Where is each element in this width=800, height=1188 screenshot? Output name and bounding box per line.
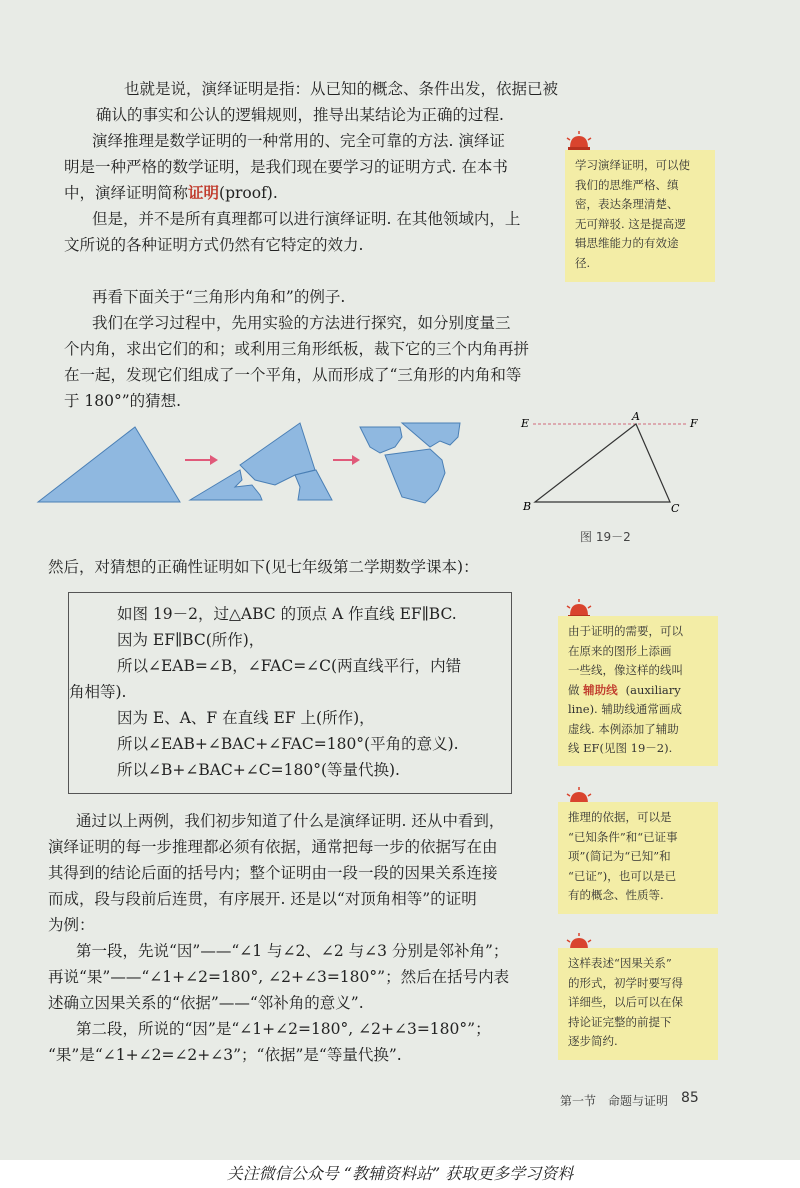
paragraph-proof-intro [48,554,538,580]
note-line: 由于证明的需要，可以 [568,624,683,638]
note-line: 项”(简记为“已知”和 [568,849,671,863]
paragraph-second-section [48,1016,538,1068]
paragraph-limits-of-proof [64,206,544,258]
proof-line: 因为 E、A、F 在直线 EF 上(所作)， [117,709,375,727]
proof-line: 角相等). [69,683,127,701]
note-fragment: 做 [568,682,584,697]
arrow-2 [333,455,360,465]
sidenote-auxiliary-line [558,616,718,766]
text-line: 于 180°”的猜想. [64,392,182,410]
bell-icon [564,130,594,152]
note-line: 我们的思维严格、缜 [575,177,679,192]
text-line: 第二段，所说的“因”是“∠1+∠2=180°, ∠2+∠3=180°”； [76,1020,491,1038]
text-line: 通过以上两例，我们初步知道了什么是演绎证明. 还从中看到， [76,812,505,830]
reassembled-angles-left [360,427,402,453]
text-line: 第一段，先说“因”——“∠1 与∠2、∠2 与∠3 分别是邻补角”； [76,942,509,960]
text-line: 述确立因果关系的“依据”——“邻补角的意义”. [48,994,364,1012]
note-line: line). 辅助线通常画成 [568,702,682,716]
text-line: 我们在学习过程中，先用实验的方法进行探究，如分别度量三 [92,314,511,332]
note-line: 密，表达条理清楚、 [575,197,679,211]
sidenote-cause-effect [558,948,718,1060]
note-line: “已知条件”和“已证事 [568,829,678,844]
text-line: 其得到的结论后面的括号内；整个证明由一段一段的因果关系连接 [48,864,498,882]
text-line: 演绎证明的每一步推理都必须有依据，通常把每一步的依据写在由 [48,838,498,856]
note-fragment: (auxiliary [625,682,681,697]
text-line: 再看下面关于“三角形内角和”的例子. [92,288,346,306]
proof-text [69,601,509,783]
text-line: 然后，对猜想的正确性证明如下(见七年级第二学期数学课本)： [48,558,479,576]
text-line: 再说“果”——“∠1+∠2=180°, ∠2+∠3=180°”；然后在括号内表 [48,968,510,986]
note-line: 虚线. 本例添加了辅助 [568,721,679,736]
watermark-text: 关注微信公众号 “教辅资料站” 获取更多学习资料 [0,1160,800,1188]
note-line: “已证”)，也可以是已 [568,868,677,883]
note-line: 详细些，以后可以在保 [568,995,683,1009]
note-line: 辑思维能力的有效途 [575,236,679,250]
triangle-cut-illustration [30,415,470,515]
text-line [64,180,544,206]
label-e: E [521,417,530,430]
term-auxiliary-line: 辅助线 [583,682,618,697]
text-line: 个内角，求出它们的和；或利用三角形纸板，裁下它的三个内角再拼 [64,340,530,358]
paragraph-summary [48,808,538,938]
label-b: B [523,500,532,513]
term-proof: 证明 [188,183,220,202]
label-f: F [690,417,698,430]
text-line: 但是，并不是所有真理都可以进行演绎证明. 在其他领域内，上 [92,210,521,228]
paragraph-deductive-proof-definition [64,76,559,128]
text-line: 文所说的各种证明方式仍然有它特定的效力. [64,236,364,254]
page-number: 85 [681,1090,699,1106]
proof-line: 如图 19－2，过△ABC 的顶点 A 作直线 EF∥BC. [117,605,457,623]
note-line: 的形式，初学时要写得 [568,975,683,990]
text-line: 明是一种严格的数学证明，是我们现在要学习的证明方式. 在本书 [64,158,508,176]
whole-triangle [38,427,180,502]
proof-line: 所以∠EAB+∠BAC+∠FAC=180°(平角的意义). [117,735,459,753]
cut-triangle-corner [295,470,332,500]
arrow-1 [185,455,218,465]
sidenote-benefits [565,150,715,282]
note-line: 无可辩驳. 这是提高逻 [575,216,686,231]
paragraph-triangle-example-intro [64,284,544,310]
text-line: “果”是“∠1+∠2=∠2+∠3”；“依据”是“等量代换”. [48,1046,402,1064]
figure-caption: 图 19－2 [580,530,631,544]
text-line: 演绎推理是数学证明的一种常用的、完全可靠的方法. 演绎证 [92,132,505,150]
proof-box [68,592,512,794]
proof-line: 因为 EF∥BC(所作)， [117,631,265,649]
proof-line: 所以∠B+∠BAC+∠C=180°(等量代换). [117,761,400,779]
figure-19-2 [515,410,715,520]
reassembled-angles-right [402,423,460,447]
label-c: C [671,502,680,515]
paragraph-experiment [64,310,544,414]
section-footer: 第一节 命题与证明 [560,1094,669,1108]
note-line: 线 EF(见图 19－2). [568,741,673,755]
text-line: 而成，段与段前后连贯，有序展开. 还是以“对顶角相等”的证明 [48,890,477,908]
proof-line: 所以∠EAB=∠B，∠FAC=∠C(两直线平行，内错 [117,657,462,675]
note-line: 在原来的图形上添画 [568,643,672,658]
note-line: 径. [575,255,591,270]
text-line: 也就是说，演绎证明是指：从已知的概念、条件出发，依据已被 [124,80,559,98]
reassembled-angles-bottom [385,449,445,503]
paragraph-first-section [48,938,538,1016]
note-line: 逐步简约. [568,1034,618,1048]
text-fragment: 中，演绎证明简称 [64,184,189,202]
text-line: 为例： [48,916,95,934]
text-line: 确认的事实和公认的逻辑规则，推导出某结论为正确的过程. [96,106,504,124]
text-fragment: (proof). [219,184,278,202]
label-a: A [632,410,640,423]
note-line [568,681,710,701]
paragraph-deductive-reasoning [64,128,544,206]
note-line: 一些线，像这样的线叫 [568,663,683,677]
note-line: 这样表述“因果关系” [568,956,672,970]
note-line: 持论证完整的前提下 [568,1014,672,1029]
sidenote-reasoning-basis [558,802,718,914]
text-line: 在一起，发现它们组成了一个平角，从而形成了“三角形的内角和等 [64,366,522,384]
note-line: 推理的依据，可以是 [568,810,672,824]
note-line: 学习演绎证明，可以使 [575,158,690,172]
note-line: 有的概念、性质等. [568,888,664,902]
triangle-abc [535,424,670,502]
